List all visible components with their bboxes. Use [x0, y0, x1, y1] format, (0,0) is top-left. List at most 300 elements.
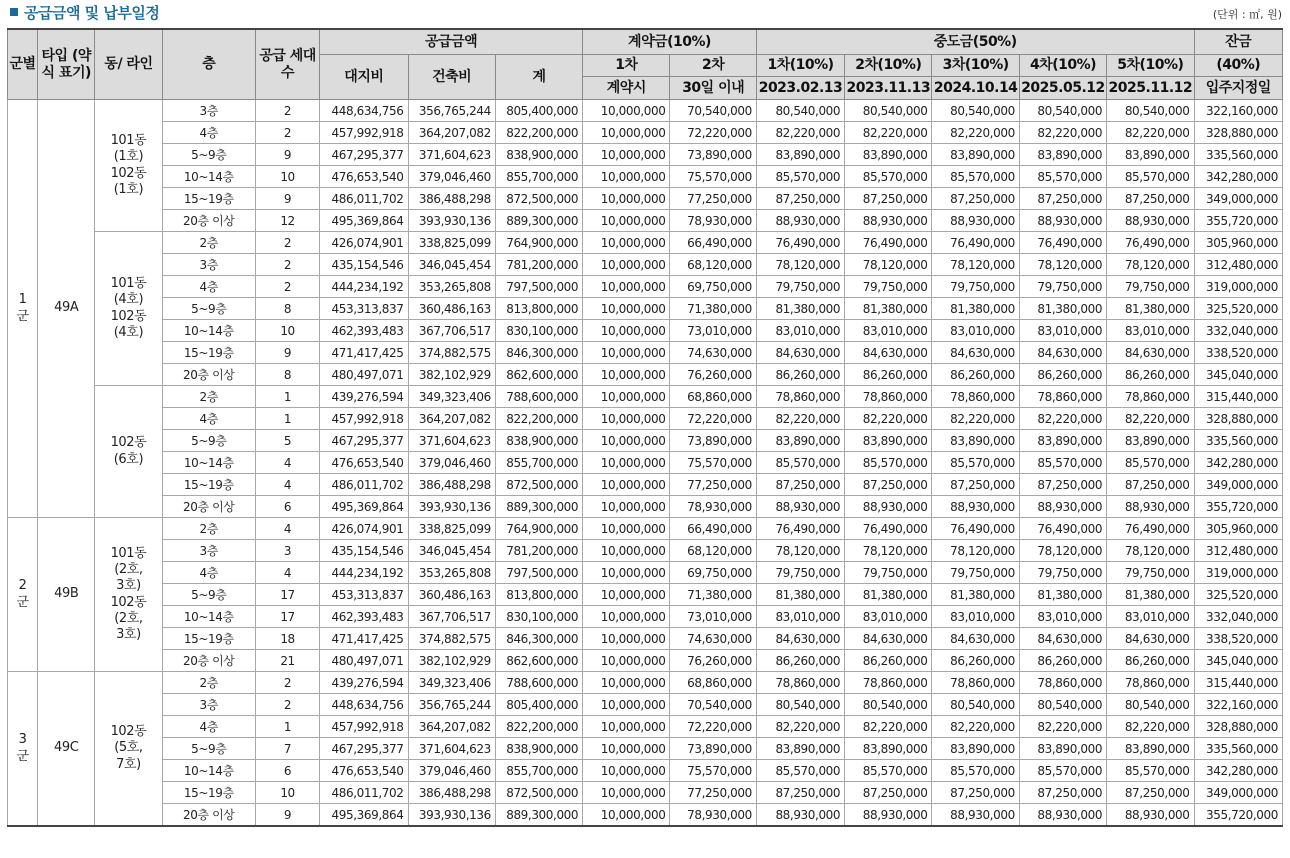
- header-supply-households: 공급 세대수: [255, 29, 319, 100]
- type-cell: 49B: [38, 518, 95, 672]
- mid-3-cell: 85,570,000: [932, 760, 1019, 782]
- mid-5-cell: 88,930,000: [1107, 210, 1194, 232]
- building-cost-cell: 379,046,460: [408, 166, 495, 188]
- mid-3-cell: 87,250,000: [932, 474, 1019, 496]
- mid-3-cell: 88,930,000: [932, 804, 1019, 827]
- building-cost-cell: 364,207,082: [408, 408, 495, 430]
- land-cost-cell: 426,074,901: [320, 518, 408, 540]
- mid-4-cell: 85,570,000: [1019, 452, 1106, 474]
- building-cost-cell: 356,765,244: [408, 694, 495, 716]
- land-cost-cell: 471,417,425: [320, 628, 408, 650]
- deposit-1-cell: 10,000,000: [583, 144, 670, 166]
- floor-cell: 10~14층: [162, 320, 255, 342]
- floor-cell: 20층 이상: [162, 650, 255, 672]
- deposit-2-cell: 72,220,000: [670, 122, 756, 144]
- header-mid-3-date: 2024.10.14: [932, 77, 1019, 100]
- balance-cell: 325,520,000: [1194, 298, 1282, 320]
- page-title: [10, 2, 159, 23]
- households-cell: 7: [255, 738, 319, 760]
- deposit-1-cell: 10,000,000: [583, 628, 670, 650]
- balance-cell: 342,280,000: [1194, 166, 1282, 188]
- land-cost-cell: 480,497,071: [320, 364, 408, 386]
- deposit-2-cell: 78,930,000: [670, 804, 756, 827]
- mid-5-cell: 80,540,000: [1107, 694, 1194, 716]
- mid-2-cell: 76,490,000: [845, 232, 932, 254]
- page-title-text: 공급금액 및 납부일정: [24, 4, 160, 22]
- deposit-2-cell: 73,010,000: [670, 606, 756, 628]
- mid-1-cell: 83,890,000: [756, 430, 844, 452]
- mid-4-cell: 78,860,000: [1019, 386, 1106, 408]
- total-cost-cell: 764,900,000: [495, 232, 582, 254]
- land-cost-cell: 486,011,702: [320, 188, 408, 210]
- balance-cell: 325,520,000: [1194, 584, 1282, 606]
- households-cell: 2: [255, 122, 319, 144]
- mid-4-cell: 76,490,000: [1019, 232, 1106, 254]
- building-cost-cell: 393,930,136: [408, 804, 495, 827]
- table-row: [8, 430, 1283, 452]
- building-cost-cell: 374,882,575: [408, 342, 495, 364]
- mid-4-cell: 82,220,000: [1019, 122, 1106, 144]
- mid-3-cell: 83,890,000: [932, 430, 1019, 452]
- mid-2-cell: 88,930,000: [845, 804, 932, 827]
- households-cell: 17: [255, 584, 319, 606]
- mid-2-cell: 81,380,000: [845, 298, 932, 320]
- mid-4-cell: 79,750,000: [1019, 562, 1106, 584]
- building-cost-cell: 338,825,099: [408, 518, 495, 540]
- deposit-1-cell: 10,000,000: [583, 474, 670, 496]
- unit-label: (단위 : ㎡, 원): [1212, 8, 1282, 21]
- mid-2-cell: 78,860,000: [845, 386, 932, 408]
- floor-cell: 5~9층: [162, 298, 255, 320]
- mid-1-cell: 81,380,000: [756, 584, 844, 606]
- land-cost-cell: 476,653,540: [320, 760, 408, 782]
- mid-3-cell: 82,220,000: [932, 122, 1019, 144]
- total-cost-cell: 822,200,000: [495, 122, 582, 144]
- header-dong: 동/ 라인: [95, 29, 162, 100]
- land-cost-cell: 439,276,594: [320, 386, 408, 408]
- floor-cell: 15~19층: [162, 188, 255, 210]
- mid-1-cell: 78,860,000: [756, 672, 844, 694]
- building-cost-cell: 346,045,454: [408, 254, 495, 276]
- land-cost-cell: 453,313,837: [320, 298, 408, 320]
- mid-5-cell: 79,750,000: [1107, 276, 1194, 298]
- table-row: [8, 364, 1283, 386]
- mid-5-cell: 88,930,000: [1107, 496, 1194, 518]
- table-row: [8, 144, 1283, 166]
- mid-2-cell: 80,540,000: [845, 100, 932, 122]
- table-row: [8, 562, 1283, 584]
- mid-5-cell: 83,890,000: [1107, 144, 1194, 166]
- floor-cell: 20층 이상: [162, 364, 255, 386]
- header-floor: 층: [162, 29, 255, 100]
- total-cost-cell: 889,300,000: [495, 804, 582, 827]
- balance-cell: 332,040,000: [1194, 606, 1282, 628]
- deposit-2-cell: 77,250,000: [670, 474, 756, 496]
- households-cell: 6: [255, 496, 319, 518]
- table-row: [8, 474, 1283, 496]
- mid-1-cell: 83,010,000: [756, 320, 844, 342]
- mid-1-cell: 88,930,000: [756, 496, 844, 518]
- deposit-1-cell: 10,000,000: [583, 320, 670, 342]
- floor-cell: 5~9층: [162, 144, 255, 166]
- table-body: [8, 100, 1283, 827]
- mid-4-cell: 88,930,000: [1019, 804, 1106, 827]
- table-row: [8, 386, 1283, 408]
- building-cost-cell: 379,046,460: [408, 452, 495, 474]
- households-cell: 8: [255, 298, 319, 320]
- balance-cell: 312,480,000: [1194, 540, 1282, 562]
- mid-5-cell: 83,890,000: [1107, 738, 1194, 760]
- total-cost-cell: 788,600,000: [495, 672, 582, 694]
- deposit-2-cell: 73,010,000: [670, 320, 756, 342]
- mid-1-cell: 86,260,000: [756, 364, 844, 386]
- mid-4-cell: 80,540,000: [1019, 100, 1106, 122]
- building-cost-cell: 371,604,623: [408, 430, 495, 452]
- households-cell: 6: [255, 760, 319, 782]
- mid-1-cell: 86,260,000: [756, 650, 844, 672]
- mid-2-cell: 82,220,000: [845, 716, 932, 738]
- land-cost-cell: 471,417,425: [320, 342, 408, 364]
- mid-3-cell: 84,630,000: [932, 628, 1019, 650]
- mid-4-cell: 81,380,000: [1019, 298, 1106, 320]
- balance-cell: 328,880,000: [1194, 122, 1282, 144]
- deposit-2-cell: 66,490,000: [670, 518, 756, 540]
- table-row: [8, 188, 1283, 210]
- table-row: [8, 122, 1283, 144]
- mid-5-cell: 76,490,000: [1107, 518, 1194, 540]
- floor-cell: 3층: [162, 254, 255, 276]
- table-row: [8, 210, 1283, 232]
- mid-1-cell: 85,570,000: [756, 760, 844, 782]
- mid-5-cell: 88,930,000: [1107, 804, 1194, 827]
- mid-3-cell: 76,490,000: [932, 232, 1019, 254]
- deposit-2-cell: 75,570,000: [670, 452, 756, 474]
- building-cost-cell: 386,488,298: [408, 188, 495, 210]
- table-row: [8, 694, 1283, 716]
- balance-cell: 355,720,000: [1194, 804, 1282, 827]
- deposit-2-cell: 75,570,000: [670, 166, 756, 188]
- households-cell: 2: [255, 672, 319, 694]
- mid-1-cell: 78,860,000: [756, 386, 844, 408]
- total-cost-cell: 781,200,000: [495, 254, 582, 276]
- floor-cell: 4층: [162, 562, 255, 584]
- floor-cell: 10~14층: [162, 606, 255, 628]
- floor-cell: 10~14층: [162, 166, 255, 188]
- mid-1-cell: 80,540,000: [756, 694, 844, 716]
- floor-cell: 15~19층: [162, 628, 255, 650]
- floor-cell: 10~14층: [162, 760, 255, 782]
- floor-cell: 5~9층: [162, 738, 255, 760]
- balance-cell: 328,880,000: [1194, 408, 1282, 430]
- total-cost-cell: 872,500,000: [495, 782, 582, 804]
- header-deposit-1-when: 계약시: [583, 77, 670, 100]
- table-row: [8, 584, 1283, 606]
- deposit-1-cell: 10,000,000: [583, 364, 670, 386]
- table-row: [8, 452, 1283, 474]
- deposit-2-cell: 69,750,000: [670, 562, 756, 584]
- deposit-1-cell: 10,000,000: [583, 452, 670, 474]
- total-cost-cell: 872,500,000: [495, 188, 582, 210]
- mid-3-cell: 78,120,000: [932, 254, 1019, 276]
- floor-cell: 3층: [162, 540, 255, 562]
- mid-5-cell: 82,220,000: [1107, 122, 1194, 144]
- mid-1-cell: 84,630,000: [756, 342, 844, 364]
- mid-3-cell: 88,930,000: [932, 210, 1019, 232]
- balance-cell: 315,440,000: [1194, 386, 1282, 408]
- total-cost-cell: 764,900,000: [495, 518, 582, 540]
- mid-3-cell: 85,570,000: [932, 452, 1019, 474]
- mid-5-cell: 79,750,000: [1107, 562, 1194, 584]
- table-header: [8, 29, 1283, 100]
- mid-1-cell: 88,930,000: [756, 804, 844, 827]
- dong-cell: 101동 (1호) 102동 (1호): [95, 100, 162, 232]
- dong-cell: 102동 (5호, 7호): [95, 672, 162, 827]
- building-cost-cell: 360,486,163: [408, 584, 495, 606]
- deposit-2-cell: 73,890,000: [670, 430, 756, 452]
- mid-3-cell: 82,220,000: [932, 408, 1019, 430]
- balance-cell: 315,440,000: [1194, 672, 1282, 694]
- mid-3-cell: 81,380,000: [932, 584, 1019, 606]
- mid-4-cell: 79,750,000: [1019, 276, 1106, 298]
- mid-5-cell: 86,260,000: [1107, 364, 1194, 386]
- deposit-1-cell: 10,000,000: [583, 122, 670, 144]
- mid-1-cell: 79,750,000: [756, 276, 844, 298]
- header-mid-1-date: 2023.02.13: [756, 77, 844, 100]
- header-total: 계: [495, 55, 582, 100]
- building-cost-cell: 386,488,298: [408, 782, 495, 804]
- group-cell: 1 군: [8, 100, 38, 518]
- deposit-2-cell: 72,220,000: [670, 716, 756, 738]
- deposit-2-cell: 68,860,000: [670, 386, 756, 408]
- mid-2-cell: 83,890,000: [845, 738, 932, 760]
- mid-1-cell: 87,250,000: [756, 782, 844, 804]
- deposit-1-cell: 10,000,000: [583, 584, 670, 606]
- mid-1-cell: 80,540,000: [756, 100, 844, 122]
- mid-3-cell: 88,930,000: [932, 496, 1019, 518]
- balance-cell: 332,040,000: [1194, 320, 1282, 342]
- table-row: [8, 804, 1283, 827]
- table-row: [8, 320, 1283, 342]
- mid-3-cell: 83,010,000: [932, 320, 1019, 342]
- table-row: [8, 716, 1283, 738]
- type-cell: 49A: [38, 100, 95, 518]
- floor-cell: 4층: [162, 716, 255, 738]
- table-row: [8, 496, 1283, 518]
- deposit-2-cell: 68,860,000: [670, 672, 756, 694]
- total-cost-cell: 862,600,000: [495, 364, 582, 386]
- mid-4-cell: 83,890,000: [1019, 738, 1106, 760]
- floor-cell: 2층: [162, 232, 255, 254]
- mid-4-cell: 83,010,000: [1019, 606, 1106, 628]
- total-cost-cell: 855,700,000: [495, 166, 582, 188]
- balance-cell: 312,480,000: [1194, 254, 1282, 276]
- deposit-2-cell: 69,750,000: [670, 276, 756, 298]
- mid-4-cell: 86,260,000: [1019, 650, 1106, 672]
- title-row: [0, 0, 1290, 28]
- mid-1-cell: 78,120,000: [756, 254, 844, 276]
- deposit-2-cell: 77,250,000: [670, 188, 756, 210]
- households-cell: 4: [255, 452, 319, 474]
- mid-2-cell: 83,890,000: [845, 144, 932, 166]
- mid-1-cell: 88,930,000: [756, 210, 844, 232]
- mid-5-cell: 83,010,000: [1107, 320, 1194, 342]
- floor-cell: 5~9층: [162, 430, 255, 452]
- price-schedule-table: [7, 28, 1283, 827]
- households-cell: 9: [255, 188, 319, 210]
- table-row: [8, 628, 1283, 650]
- mid-1-cell: 84,630,000: [756, 628, 844, 650]
- land-cost-cell: 462,393,483: [320, 320, 408, 342]
- deposit-1-cell: 10,000,000: [583, 298, 670, 320]
- building-cost-cell: 379,046,460: [408, 760, 495, 782]
- households-cell: 12: [255, 210, 319, 232]
- deposit-1-cell: 10,000,000: [583, 606, 670, 628]
- mid-2-cell: 83,010,000: [845, 606, 932, 628]
- header-deposit-1: 1차: [583, 55, 670, 77]
- balance-cell: 335,560,000: [1194, 144, 1282, 166]
- total-cost-cell: 855,700,000: [495, 760, 582, 782]
- header-deposit-2-when: 30일 이내: [670, 77, 756, 100]
- deposit-2-cell: 73,890,000: [670, 144, 756, 166]
- deposit-1-cell: 10,000,000: [583, 254, 670, 276]
- deposit-1-cell: 10,000,000: [583, 210, 670, 232]
- mid-2-cell: 79,750,000: [845, 276, 932, 298]
- table-row: [8, 254, 1283, 276]
- deposit-2-cell: 70,540,000: [670, 100, 756, 122]
- total-cost-cell: 788,600,000: [495, 386, 582, 408]
- deposit-1-cell: 10,000,000: [583, 100, 670, 122]
- header-mid-4: 4차(10%): [1019, 55, 1106, 77]
- header-land: 대지비: [320, 55, 408, 100]
- land-cost-cell: 495,369,864: [320, 210, 408, 232]
- mid-4-cell: 83,890,000: [1019, 430, 1106, 452]
- households-cell: 4: [255, 562, 319, 584]
- households-cell: 1: [255, 386, 319, 408]
- land-cost-cell: 476,653,540: [320, 452, 408, 474]
- mid-1-cell: 83,890,000: [756, 738, 844, 760]
- households-cell: 2: [255, 694, 319, 716]
- total-cost-cell: 781,200,000: [495, 540, 582, 562]
- households-cell: 4: [255, 474, 319, 496]
- header-balance-pct: (40%): [1194, 55, 1282, 77]
- header-middle: 중도금(50%): [756, 29, 1194, 55]
- mid-4-cell: 88,930,000: [1019, 210, 1106, 232]
- floor-cell: 2층: [162, 672, 255, 694]
- floor-cell: 20층 이상: [162, 804, 255, 827]
- dong-cell: 101동 (4호) 102동 (4호): [95, 232, 162, 386]
- mid-2-cell: 78,860,000: [845, 672, 932, 694]
- mid-2-cell: 81,380,000: [845, 584, 932, 606]
- deposit-1-cell: 10,000,000: [583, 650, 670, 672]
- building-cost-cell: 353,265,808: [408, 562, 495, 584]
- mid-2-cell: 76,490,000: [845, 518, 932, 540]
- land-cost-cell: 495,369,864: [320, 804, 408, 827]
- mid-4-cell: 83,010,000: [1019, 320, 1106, 342]
- mid-2-cell: 82,220,000: [845, 122, 932, 144]
- mid-3-cell: 78,120,000: [932, 540, 1019, 562]
- header-mid-5-date: 2025.11.12: [1107, 77, 1194, 100]
- header-balance-when: 입주지정일: [1194, 77, 1282, 100]
- land-cost-cell: 439,276,594: [320, 672, 408, 694]
- land-cost-cell: 444,234,192: [320, 276, 408, 298]
- header-group: 군별: [8, 29, 38, 100]
- balance-cell: 345,040,000: [1194, 650, 1282, 672]
- deposit-2-cell: 76,260,000: [670, 650, 756, 672]
- households-cell: 17: [255, 606, 319, 628]
- deposit-1-cell: 10,000,000: [583, 694, 670, 716]
- mid-5-cell: 87,250,000: [1107, 188, 1194, 210]
- floor-cell: 15~19층: [162, 342, 255, 364]
- balance-cell: 345,040,000: [1194, 364, 1282, 386]
- dong-cell: 101동 (2호, 3호) 102동 (2호, 3호): [95, 518, 162, 672]
- total-cost-cell: 889,300,000: [495, 210, 582, 232]
- deposit-2-cell: 68,120,000: [670, 540, 756, 562]
- floor-cell: 4층: [162, 122, 255, 144]
- mid-1-cell: 85,570,000: [756, 166, 844, 188]
- table-row: [8, 738, 1283, 760]
- total-cost-cell: 797,500,000: [495, 276, 582, 298]
- mid-3-cell: 82,220,000: [932, 716, 1019, 738]
- deposit-1-cell: 10,000,000: [583, 166, 670, 188]
- group-cell: 2 군: [8, 518, 38, 672]
- mid-4-cell: 87,250,000: [1019, 474, 1106, 496]
- mid-1-cell: 79,750,000: [756, 562, 844, 584]
- mid-4-cell: 82,220,000: [1019, 716, 1106, 738]
- mid-3-cell: 83,010,000: [932, 606, 1019, 628]
- balance-cell: 322,160,000: [1194, 100, 1282, 122]
- households-cell: 2: [255, 254, 319, 276]
- mid-1-cell: 83,890,000: [756, 144, 844, 166]
- building-cost-cell: 346,045,454: [408, 540, 495, 562]
- mid-1-cell: 81,380,000: [756, 298, 844, 320]
- mid-4-cell: 83,890,000: [1019, 144, 1106, 166]
- balance-cell: 305,960,000: [1194, 232, 1282, 254]
- deposit-1-cell: 10,000,000: [583, 430, 670, 452]
- land-cost-cell: 444,234,192: [320, 562, 408, 584]
- table-row: [8, 518, 1283, 540]
- balance-cell: 338,520,000: [1194, 628, 1282, 650]
- mid-4-cell: 85,570,000: [1019, 166, 1106, 188]
- building-cost-cell: 356,765,244: [408, 100, 495, 122]
- mid-3-cell: 78,860,000: [932, 386, 1019, 408]
- mid-2-cell: 86,260,000: [845, 364, 932, 386]
- deposit-1-cell: 10,000,000: [583, 276, 670, 298]
- mid-2-cell: 85,570,000: [845, 166, 932, 188]
- deposit-2-cell: 78,930,000: [670, 210, 756, 232]
- mid-3-cell: 79,750,000: [932, 562, 1019, 584]
- balance-cell: 319,000,000: [1194, 562, 1282, 584]
- mid-4-cell: 80,540,000: [1019, 694, 1106, 716]
- header-mid-2-date: 2023.11.13: [845, 77, 932, 100]
- mid-4-cell: 86,260,000: [1019, 364, 1106, 386]
- balance-cell: 305,960,000: [1194, 518, 1282, 540]
- mid-1-cell: 82,220,000: [756, 408, 844, 430]
- mid-5-cell: 81,380,000: [1107, 298, 1194, 320]
- mid-4-cell: 84,630,000: [1019, 342, 1106, 364]
- header-deposit: 계약금(10%): [583, 29, 757, 55]
- table-row: [8, 408, 1283, 430]
- total-cost-cell: 822,200,000: [495, 716, 582, 738]
- building-cost-cell: 374,882,575: [408, 628, 495, 650]
- mid-5-cell: 78,120,000: [1107, 540, 1194, 562]
- deposit-2-cell: 78,930,000: [670, 496, 756, 518]
- building-cost-cell: 364,207,082: [408, 716, 495, 738]
- deposit-1-cell: 10,000,000: [583, 518, 670, 540]
- mid-3-cell: 80,540,000: [932, 694, 1019, 716]
- land-cost-cell: 467,295,377: [320, 738, 408, 760]
- mid-2-cell: 82,220,000: [845, 408, 932, 430]
- deposit-2-cell: 66,490,000: [670, 232, 756, 254]
